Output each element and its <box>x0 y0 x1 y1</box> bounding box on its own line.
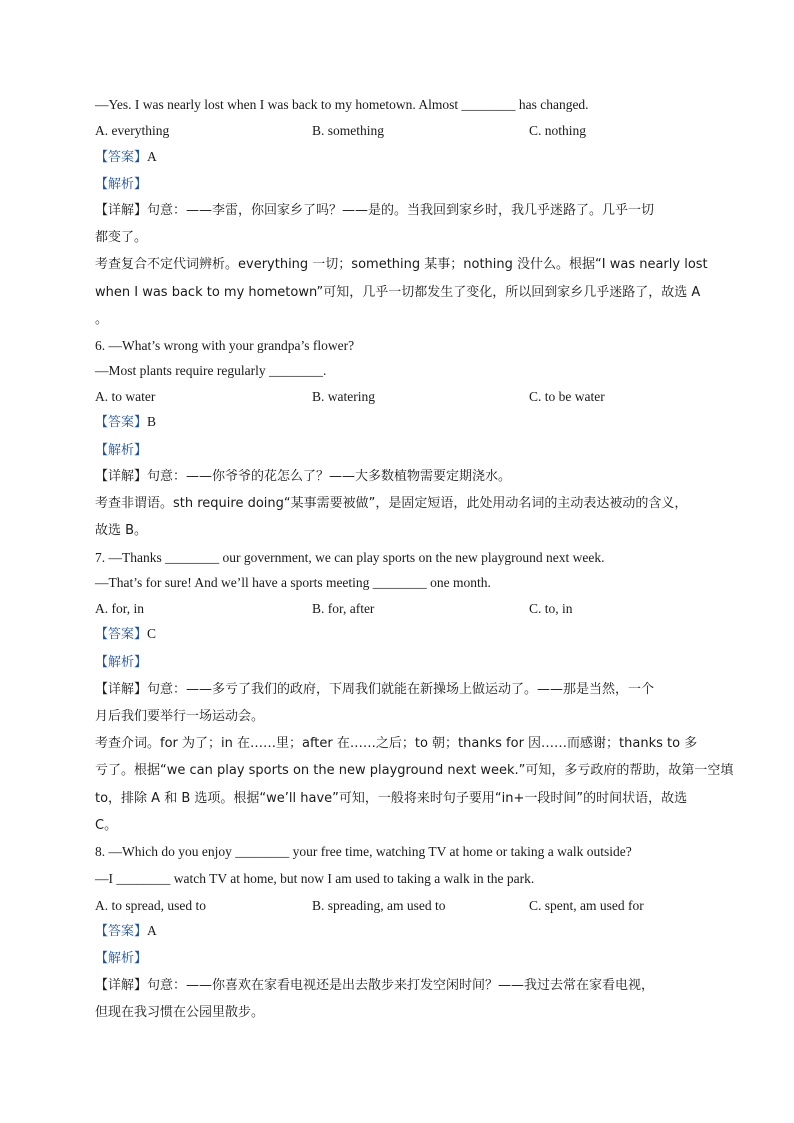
options-row <box>95 388 705 406</box>
explanation-line: 考查非谓语。sth require doing“某事需要被做”，是固定短语，此处用动名词的主动表达被动的含义， <box>95 496 688 511</box>
analysis-heading <box>95 441 705 460</box>
explanation-line: 考查介词。for 为了；in 在……里；after 在……之后；to 朝；thanks for 因……而感谢；thanks to 多 <box>95 736 698 751</box>
explanation-line: 【详解】句意：——多亏了我们的政府，下周我们就能在新操场上做运动了。——那是当然，一个 <box>95 682 655 697</box>
analysis-heading <box>95 949 705 968</box>
explanation-line: 考查复合不定代词辨析。everything 一切；something 某事；nothing 没什么。根据“I was nearly lost <box>95 257 708 272</box>
options-row <box>95 600 705 618</box>
answer-tag: 【答案】 <box>95 627 148 642</box>
analysis-tag: 【解析】 <box>95 951 148 966</box>
option-a: A. to water <box>95 389 156 404</box>
answer-value: B <box>147 414 157 429</box>
answer-tag: 【答案】 <box>95 150 148 165</box>
option-a: A. to spread, used to <box>95 898 206 913</box>
answer-tag: 【答案】 <box>95 924 148 939</box>
analysis-heading <box>95 653 705 672</box>
dialogue-line: —Most plants require regularly ________. <box>95 363 327 378</box>
option-c: C. to, in <box>529 601 573 616</box>
answer-line <box>95 922 705 941</box>
analysis-heading <box>95 175 705 194</box>
option-a: A. everything <box>95 123 170 138</box>
option-c: C. nothing <box>529 123 587 138</box>
option-c: C. to be water <box>529 389 605 404</box>
explanation-line: 月后我们要举行一场运动会。 <box>95 709 265 724</box>
explanation-line: 亏了。根据“we can play sports on the new playground next week.”可知，多亏政府的帮助，故第一空填 <box>95 763 734 778</box>
explanation-line: 【详解】句意：——你喜欢在家看电视还是出去散步来打发空闲时间？——我过去常在家看电视， <box>95 978 655 993</box>
explanation-line: 故选 B。 <box>95 523 148 538</box>
analysis-tag: 【解析】 <box>95 443 148 458</box>
explanation-line: 【详解】句意：——李雷，你回家乡了吗？——是的。当我回到家乡时，我几乎迷路了。几乎一切 <box>95 203 655 218</box>
option-b: B. for, after <box>312 601 375 616</box>
answer-line <box>95 148 705 167</box>
option-b: B. something <box>312 123 385 138</box>
dialogue-line: —I ________ watch TV at home, but now I am used to taking a walk in the park. <box>95 871 535 886</box>
explanation-line: when I was back to my hometown”可知，几乎一切都发生了变化，所以回到家乡几乎迷路了，故选 A <box>95 285 701 300</box>
analysis-tag: 【解析】 <box>95 655 148 670</box>
explanation-line: C。 <box>95 818 118 833</box>
answer-value: A <box>147 923 157 938</box>
question-line: 6. —What’s wrong with your grandpa’s flower? <box>95 338 355 353</box>
answer-line <box>95 625 705 644</box>
dialogue-line: —That’s for sure! And we’ll have a sports meeting ________ one month. <box>95 575 491 590</box>
option-a: A. for, in <box>95 601 144 616</box>
explanation-line: 【详解】句意：——你爷爷的花怎么了？——大多数植物需要定期浇水。 <box>95 469 512 484</box>
answer-value: C <box>147 626 157 641</box>
dialogue-line: —Yes. I was nearly lost when I was back to my hometown. Almost ________ has changed. <box>95 97 589 112</box>
analysis-tag: 【解析】 <box>95 177 148 192</box>
question-line: 7. —Thanks ________ our government, we can play sports on the new playground next week. <box>95 550 605 565</box>
options-row <box>95 122 705 140</box>
explanation-line: 都变了。 <box>95 230 148 245</box>
answer-tag: 【答案】 <box>95 415 148 430</box>
question-line: 8. —Which do you enjoy ________ your free time, watching TV at home or taking a walk outside? <box>95 844 632 859</box>
answer-value: A <box>147 149 157 164</box>
explanation-line: 但现在我习惯在公园里散步。 <box>95 1005 265 1020</box>
answer-line <box>95 413 705 432</box>
explanation-line: 。 <box>95 312 109 327</box>
option-b: B. spreading, am used to <box>312 898 446 913</box>
option-c: C. spent, am used for <box>529 898 644 913</box>
explanation-line: to，排除 A 和 B 选项。根据“we’ll have”可知，一般将来时句子要用“in+一段时间”的时间状语，故选 <box>95 791 688 806</box>
option-b: B. watering <box>312 389 375 404</box>
options-row <box>95 897 705 915</box>
